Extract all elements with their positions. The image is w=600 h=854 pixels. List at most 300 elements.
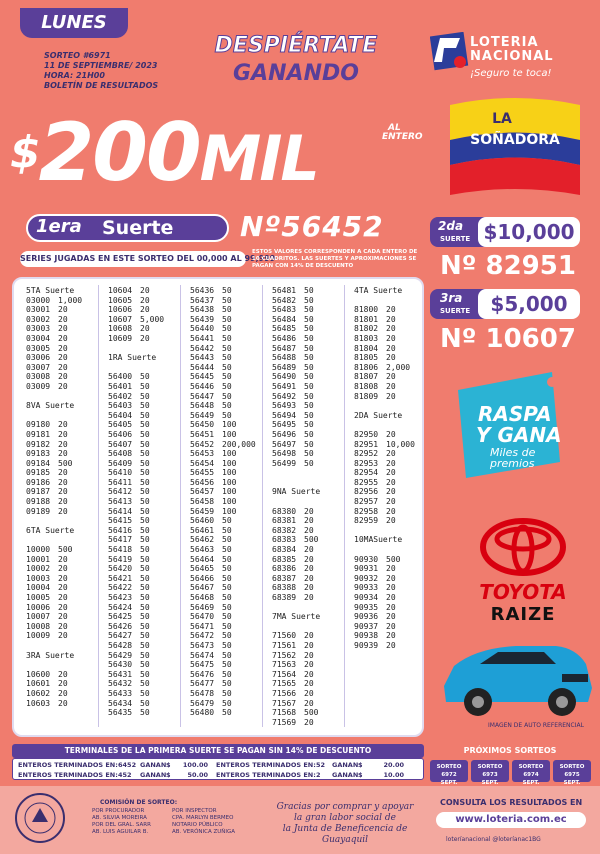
toyota-brand: TOYOTA (479, 580, 567, 604)
result-row (354, 583, 426, 593)
ticket-number: 81808 (354, 381, 379, 391)
ticket-number: 90934 (354, 593, 379, 602)
prize-value: 20 (386, 324, 396, 334)
result-row (108, 670, 180, 680)
prize-value: 20 (386, 602, 396, 612)
result-row (108, 535, 180, 545)
ticket-number: 56413 (108, 497, 133, 507)
prize-value: 50 (222, 324, 232, 334)
prize-value: 20 (58, 314, 68, 324)
ticket-number: 81802 (354, 324, 379, 334)
result-row (354, 449, 426, 459)
prize-value: 50 (222, 545, 232, 555)
result-row (26, 459, 98, 469)
result-row (354, 324, 426, 334)
result-row (108, 305, 180, 315)
prize-heading (272, 603, 344, 613)
ticket-number: 10609 (108, 333, 133, 343)
prize-value: 20 (386, 305, 396, 315)
ticket-number: 56414 (108, 506, 133, 516)
commission-role: POR INSPECTOR (172, 808, 217, 814)
prize-value: 50 (222, 669, 232, 679)
flag-text-1: LA (492, 111, 512, 127)
result-row (190, 535, 262, 545)
result-row (272, 430, 344, 440)
prize-value: 20 (58, 362, 68, 372)
prize-value: 20 (386, 458, 396, 468)
term-gain: GANAN (332, 771, 359, 779)
prize-value: 50 (304, 420, 314, 430)
ticket-number: 90937 (354, 621, 379, 631)
ticket-number: 56457 (190, 487, 215, 497)
result-row (272, 564, 344, 574)
ticket-number: 56450 (190, 420, 215, 430)
ticket-number: 56480 (190, 708, 215, 718)
next-draw-card (430, 760, 468, 786)
ticket-number: 56409 (108, 458, 133, 468)
next-draw-date: SEPT. (481, 780, 499, 786)
result-row (108, 660, 180, 670)
prize-value: 50 (222, 564, 232, 574)
ticket-number: 10007 (26, 612, 51, 622)
result-row (108, 564, 180, 574)
term-amount: 20.00 (383, 761, 404, 769)
ticket-number: 82959 (354, 516, 379, 526)
prize-value: 20 (58, 698, 68, 708)
prize-value: 20 (386, 631, 396, 641)
prize-value: 20 (386, 429, 396, 439)
prize-value: 20 (58, 372, 68, 382)
ticket-number: 56421 (108, 573, 133, 583)
result-row (190, 507, 262, 517)
prize-heading: 9NA Suerte (272, 487, 321, 497)
ticket-number: 71562 (272, 650, 297, 660)
ticket-number: 56465 (190, 564, 215, 574)
result-row (108, 487, 180, 497)
result-row (108, 497, 180, 507)
prize-heading (272, 622, 344, 632)
ticket-number: 68383 (272, 535, 297, 545)
first-prize-ordinal: 1era (36, 216, 82, 237)
prize-value: 20 (140, 295, 150, 305)
result-row (190, 449, 262, 459)
prize-value: 50 (140, 602, 150, 612)
prize-heading (272, 478, 344, 488)
next-draw-card (512, 760, 550, 786)
ticket-number: 03001 (26, 305, 51, 315)
ticket-number: 56447 (190, 391, 215, 401)
ticket-number: 71567 (272, 698, 297, 708)
prize-value: 50 (304, 372, 314, 382)
result-row (26, 564, 98, 574)
prize-value: 20 (58, 669, 68, 679)
term-currency: $ (166, 761, 171, 769)
ticket-number: 82956 (354, 487, 379, 497)
prize-value: 50 (140, 516, 150, 526)
result-row (354, 430, 426, 440)
result-row (272, 718, 344, 728)
result-row (190, 631, 262, 641)
prize-value: 50 (222, 583, 232, 593)
result-row (190, 641, 262, 651)
prize-value: 20 (304, 717, 314, 727)
ticket-number: 10607 (108, 314, 133, 324)
prize-value: 20 (58, 324, 68, 334)
ticket-number: 56471 (190, 621, 215, 631)
prize-value: 50 (304, 439, 314, 449)
result-row (272, 651, 344, 661)
result-row (26, 689, 98, 699)
ticket-number: 56444 (190, 362, 215, 372)
ticket-number: 56474 (190, 650, 215, 660)
prize-value: 50 (304, 286, 314, 295)
toyota-logo-icon (478, 517, 568, 577)
result-row (354, 487, 426, 497)
prize-value: 20 (386, 343, 396, 353)
prize-value: 50 (222, 660, 232, 670)
result-row (190, 660, 262, 670)
ticket-number: 10605 (108, 295, 133, 305)
prize-heading: 10MASuerte (354, 535, 403, 545)
result-row (272, 516, 344, 526)
ticket-number: 56424 (108, 602, 133, 612)
ticket-number: 90930 (354, 554, 379, 564)
prize-value: 20 (386, 381, 396, 391)
ticket-number: 68388 (272, 583, 297, 593)
results-column-5 (354, 286, 426, 651)
prize-value: 50 (140, 554, 150, 564)
ticket-number: 56438 (190, 305, 215, 315)
prize-heading (26, 535, 98, 545)
prize-value: 500 (386, 554, 401, 564)
ticket-number: 10600 (26, 669, 51, 679)
next-draw-number: SORTEO 6973 (477, 764, 503, 778)
prize-heading: 6TA Suerte (26, 525, 75, 535)
prize-value: 20 (58, 679, 68, 689)
result-row (272, 411, 344, 421)
prize-heading (354, 296, 426, 306)
prize-value: 20 (58, 468, 68, 478)
prize-heading (26, 411, 98, 421)
prize-value: 50 (140, 439, 150, 449)
prize-value: 20 (386, 372, 396, 382)
prize-value: 20 (58, 497, 68, 507)
result-row (354, 564, 426, 574)
ticket-number: 56452 (190, 439, 215, 449)
prize-value: 50 (140, 458, 150, 468)
prize-value: 50 (140, 449, 150, 459)
thanks-line: la gran labor social de (294, 813, 396, 823)
ticket-number: 56490 (272, 372, 297, 382)
result-row (26, 296, 98, 306)
ticket-number: 10603 (26, 698, 51, 708)
result-row (190, 699, 262, 709)
prize-value: 50 (140, 429, 150, 439)
ticket-number: 10601 (26, 679, 51, 689)
prize-entero: ENTERO (382, 132, 423, 142)
ticket-number: 56486 (272, 333, 297, 343)
result-row (108, 440, 180, 450)
prize-value: 50 (304, 314, 314, 324)
prize-value: 50 (140, 612, 150, 622)
result-row (354, 382, 426, 392)
commission-role: POR PROCURADOR (92, 808, 145, 814)
prize-value: 50 (140, 477, 150, 487)
prize-value: 50 (222, 333, 232, 343)
column-divider (98, 285, 99, 727)
result-row (108, 392, 180, 402)
prize-value: 50 (222, 640, 232, 650)
prize-heading (354, 420, 426, 430)
result-row (272, 420, 344, 430)
result-row (108, 372, 180, 382)
ticket-number: 10606 (108, 305, 133, 315)
result-row (272, 353, 344, 363)
ticket-number: 56429 (108, 650, 133, 660)
ticket-number: 10003 (26, 573, 51, 583)
prize-value: 50 (140, 497, 150, 507)
ticket-number: 56483 (272, 305, 297, 315)
ticket-number: 56406 (108, 429, 133, 439)
prize-value: 20 (386, 516, 396, 526)
prize-value: 50 (140, 487, 150, 497)
ticket-number: 56482 (272, 295, 297, 305)
result-row (26, 545, 98, 555)
result-row (190, 420, 262, 430)
result-row (190, 353, 262, 363)
slogan-line-1: DESPIÉRTATE (214, 33, 378, 58)
result-row (26, 583, 98, 593)
prize-heading: 7MA Suerte (272, 612, 321, 622)
term-amount: 50.00 (187, 771, 208, 779)
ticket-number: 09186 (26, 477, 51, 487)
ticket-number: 03007 (26, 362, 51, 372)
result-row (354, 574, 426, 584)
result-row (108, 411, 180, 421)
ticket-number: 56492 (272, 391, 297, 401)
prize-value: 20 (58, 564, 68, 574)
prize-value: 50 (304, 343, 314, 353)
term-label: ENTEROS TERMINADOS EN: (18, 761, 118, 769)
result-row (190, 363, 262, 373)
second-prize-number: Nº 82951 (440, 251, 576, 281)
prize-value: 50 (140, 679, 150, 689)
ticket-number: 09185 (26, 468, 51, 478)
prize-value: 50 (222, 602, 232, 612)
ticket-number: 03009 (26, 381, 51, 391)
ticket-number: 56423 (108, 593, 133, 602)
prize-value: 50 (140, 468, 150, 478)
ticket-number: 90931 (354, 564, 379, 574)
ticket-number: 56478 (190, 688, 215, 698)
prize-value: 2,000 (386, 362, 411, 372)
next-draw-card (471, 760, 509, 786)
prize-value: 5,000 (140, 314, 165, 324)
result-row (108, 603, 180, 613)
ticket-number: 71564 (272, 669, 297, 679)
prize-value: 20 (58, 439, 68, 449)
result-row (272, 545, 344, 555)
prize-heading (26, 660, 98, 670)
ticket-number: 56432 (108, 679, 133, 689)
ticket-number: 56415 (108, 516, 133, 526)
result-row (272, 449, 344, 459)
ticket-number: 56420 (108, 564, 133, 574)
result-row (108, 699, 180, 709)
prize-value: 50 (140, 525, 150, 535)
ticket-number: 56439 (190, 314, 215, 324)
ticket-number: 10604 (108, 286, 133, 295)
ticket-number: 68380 (272, 506, 297, 516)
prize-value: 50 (140, 583, 150, 593)
ticket-number: 56418 (108, 545, 133, 555)
result-row (272, 670, 344, 680)
result-row (272, 631, 344, 641)
prize-value: 20 (304, 679, 314, 689)
term-gain: GANAN (140, 771, 167, 779)
ticket-number: 03003 (26, 324, 51, 334)
result-row (272, 392, 344, 402)
result-row (190, 583, 262, 593)
prize-value: 50 (304, 324, 314, 334)
social-handles[interactable]: loteríanacional @loteríanac1BG (446, 836, 541, 843)
result-row (272, 526, 344, 536)
prize-value: 50 (222, 305, 232, 315)
result-row (190, 612, 262, 622)
prize-value: 50 (140, 381, 150, 391)
result-row (272, 708, 344, 718)
term-label: ENTEROS TERMINADOS EN: (18, 771, 118, 779)
main-prize (10, 108, 318, 204)
prize-value: 20 (386, 468, 396, 478)
draw-info (44, 51, 158, 91)
result-row (108, 574, 180, 584)
ticket-number: 56401 (108, 381, 133, 391)
result-row (190, 651, 262, 661)
prize-heading: 8VA Suerte (26, 401, 75, 411)
ticket-number: 81805 (354, 353, 379, 363)
prize-value: 50 (140, 573, 150, 583)
prize-value: 50 (222, 516, 232, 526)
result-row (108, 449, 180, 459)
website-link[interactable]: www.loteria.com.ec (436, 812, 586, 828)
ticket-number: 71560 (272, 631, 297, 641)
ticket-number: 56463 (190, 545, 215, 555)
ticket-number: 68384 (272, 545, 297, 555)
ticket-number: 10608 (108, 324, 133, 334)
ticket-number: 90932 (354, 573, 379, 583)
prize-value: 50 (222, 621, 232, 631)
ticket-number: 56460 (190, 516, 215, 526)
result-row (26, 670, 98, 680)
prize-value: 500 (58, 545, 73, 555)
next-draw-card (553, 760, 591, 786)
ticket-number: 56468 (190, 593, 215, 602)
next-draws-title: PRÓXIMOS SORTEOS (463, 746, 557, 755)
ticket-number: 81806 (354, 362, 379, 372)
result-row (190, 305, 262, 315)
result-row (354, 478, 426, 488)
result-row (354, 344, 426, 354)
prize-value: 50 (304, 305, 314, 315)
ticket-number: 56416 (108, 525, 133, 535)
result-row (272, 372, 344, 382)
ticket-number: 56407 (108, 439, 133, 449)
result-row (190, 401, 262, 411)
prize-value: 50 (222, 631, 232, 641)
prize-value: 20 (386, 640, 396, 650)
prize-heading (108, 344, 180, 354)
results-column-3 (190, 286, 262, 718)
ticket-number: 56426 (108, 621, 133, 631)
prize-value: 20 (386, 593, 396, 602)
prize-value: 10,000 (386, 439, 415, 449)
result-row (272, 641, 344, 651)
ticket-number: 56441 (190, 333, 215, 343)
result-row (272, 401, 344, 411)
ticket-number: 56499 (272, 458, 297, 468)
prize-value: 20 (58, 602, 68, 612)
result-row (190, 603, 262, 613)
ticket-number: 10005 (26, 593, 51, 602)
prize-value: 20 (140, 324, 150, 334)
prize-value: 20 (304, 564, 314, 574)
result-row (108, 555, 180, 565)
prize-value: 50 (222, 410, 232, 420)
prize-value: 20 (386, 621, 396, 631)
ticket-number: 56412 (108, 487, 133, 497)
prize-value: 20 (58, 477, 68, 487)
result-row (272, 593, 344, 603)
result-row (26, 353, 98, 363)
second-prize-ordinal: 2da (438, 219, 464, 233)
result-row (354, 555, 426, 565)
result-row (26, 612, 98, 622)
result-row (26, 334, 98, 344)
result-row (272, 660, 344, 670)
result-row (26, 440, 98, 450)
result-row (26, 430, 98, 440)
ticket-number: 56448 (190, 401, 215, 411)
commission-person: AB. SILVIA MOREIRA (92, 815, 147, 821)
result-row (190, 315, 262, 325)
ticket-number: 10602 (26, 688, 51, 698)
prize-heading: 5TA Suerte (26, 286, 75, 295)
prize-heading: 4TA Suerte (354, 286, 403, 295)
prize-value: 50 (304, 381, 314, 391)
ticket-number: 82957 (354, 497, 379, 507)
prize-unit: MIL (199, 122, 318, 195)
ticket-number: 09181 (26, 429, 51, 439)
prize-value: 50 (222, 688, 232, 698)
ticket-number: 56436 (190, 286, 215, 295)
ticket-number: 68382 (272, 525, 297, 535)
result-row (272, 679, 344, 689)
ticket-number: 71565 (272, 679, 297, 689)
ticket-number: 09180 (26, 420, 51, 430)
prize-value: 20 (304, 631, 314, 641)
draw-date: 11 DE SEPTIEMBRE/ 2023 (44, 61, 158, 70)
result-row (190, 478, 262, 488)
prize-value: 50 (140, 401, 150, 411)
prize-value: 50 (222, 314, 232, 324)
prize-value: 50 (222, 401, 232, 411)
terminales-row (18, 761, 404, 769)
second-prize-sub: SUERTE (440, 235, 471, 243)
prize-value: 1,000 (58, 295, 83, 305)
ticket-number: 56473 (190, 640, 215, 650)
prize-heading (272, 468, 344, 478)
